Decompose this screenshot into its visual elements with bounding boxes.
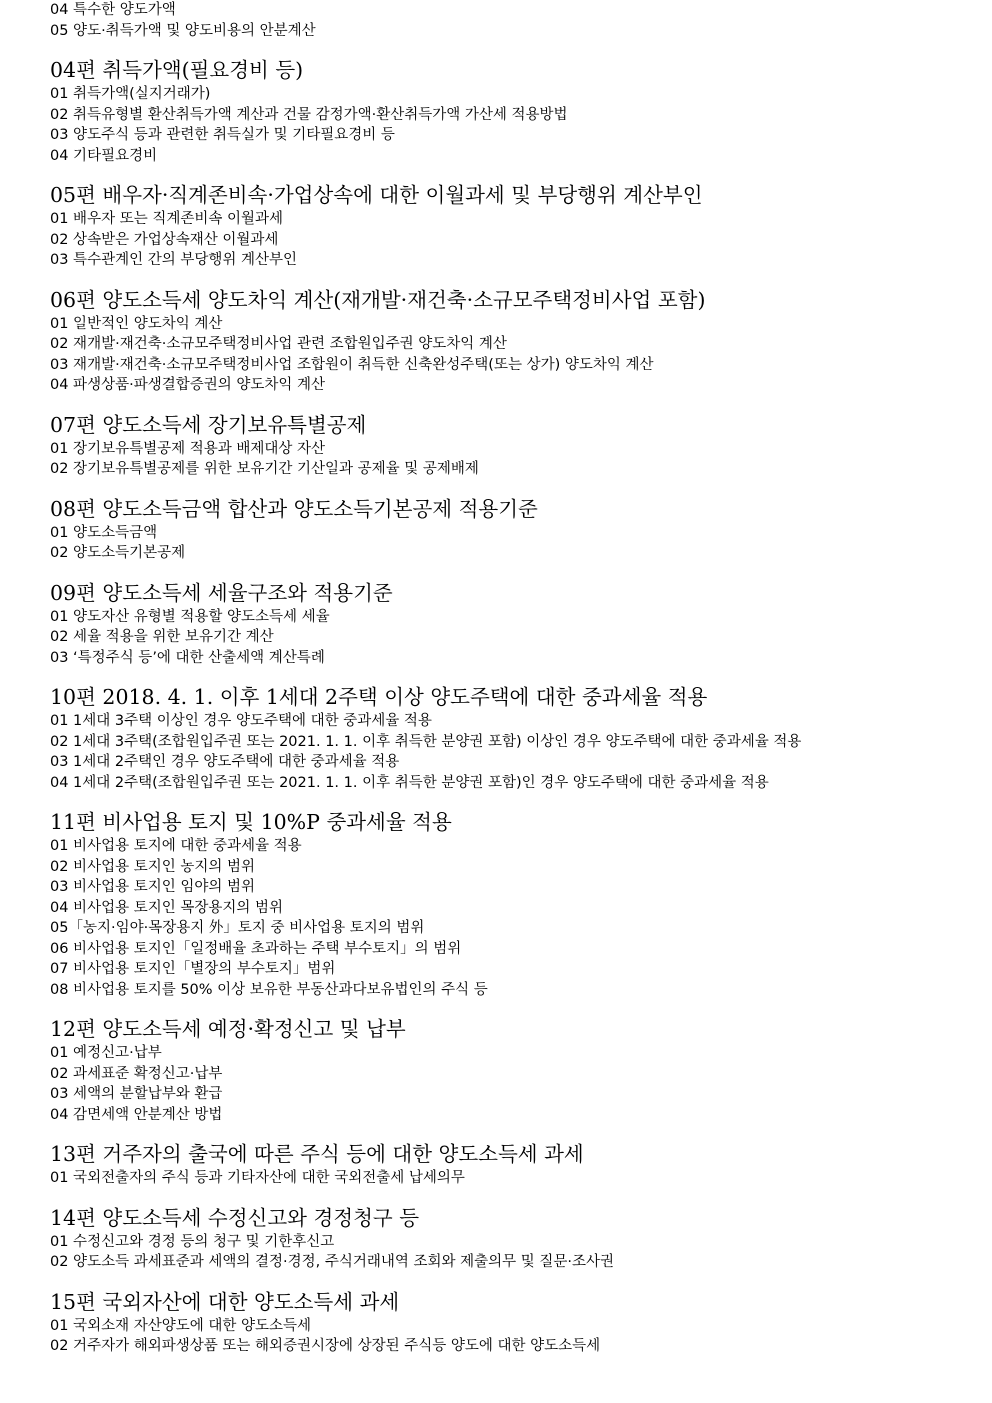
toc-item: 08 비사업용 토지를 50% 이상 보유한 부동산과다보유법인의 주식 등 — [50, 981, 488, 998]
section-title: 09편 양도소득세 세율구조와 적용기준 — [50, 580, 393, 605]
section-05 — [50, 182, 970, 271]
section-11 — [50, 809, 970, 1000]
toc-item: 02 거주자가 해외파생상품 또는 해외증권시장에 상장된 주식등 양도에 대한 양도소득세 — [50, 1338, 601, 1354]
toc-item: 01 국외소재 자산양도에 대한 양도소득세 — [50, 1317, 311, 1334]
section-title: 08편 양도소득금액 합산과 양도소득기본공제 적용기준 — [50, 496, 538, 521]
section-title: 07편 양도소득세 장기보유특별공제 — [50, 412, 367, 437]
toc-item: 02 상속받은 가업상속재산 이월과세 — [50, 231, 279, 248]
toc-item: 02 취득유형별 환산취득가액 계산과 건물 감정가액·환산취득가액 가산세 적용방법 — [50, 106, 568, 123]
toc-item: 01 수정신고와 경정 등의 청구 및 기한후신고 — [50, 1233, 335, 1250]
toc-item: 07 비사업용 토지인「별장의 부수토지」범위 — [50, 961, 336, 977]
toc-item: 01 취득가액(실지거래가) — [50, 86, 211, 102]
toc-item: 05「농지·임야·목장용지 外」토지 중 비사업용 토지의 범위 — [50, 920, 425, 936]
toc-item: 04 감면세액 안분계산 방법 — [50, 1106, 223, 1123]
toc-item: 01 비사업용 토지에 대한 중과세율 적용 — [50, 838, 302, 854]
section-09 — [50, 580, 970, 669]
toc-item: 02 장기보유특별공제를 위한 보유기간 기산일과 공제율 및 공제배제 — [50, 461, 479, 477]
toc-item: 01 국외전출자의 주식 등과 기타자산에 대한 국외전출세 납세의무 — [50, 1170, 465, 1186]
toc-item: 03 세액의 분할납부와 환급 — [50, 1086, 223, 1102]
toc-item: 01 장기보유특별공제 적용과 배제대상 자산 — [50, 440, 326, 457]
section-13 — [50, 1141, 970, 1189]
section-10 — [50, 684, 970, 793]
toc-item: 04 특수한 양도가액 — [50, 2, 176, 18]
toc-item: 02 과세표준 확정신고·납부 — [50, 1065, 223, 1082]
toc-item: 02 1세대 3주택(조합원입주권 또는 2021. 1. 1. 이후 취득한 분양권 포함) 이상인 경우 양도주택에 대한 중과세율 적용 — [50, 733, 802, 750]
section-title: 13편 거주자의 출국에 따른 주식 등에 대한 양도소득세 과세 — [50, 1142, 584, 1166]
toc-item: 05 양도·취득가액 및 양도비용의 안분계산 — [50, 22, 316, 39]
section-title: 11편 비사업용 토지 및 10%P 중과세율 적용 — [50, 810, 452, 834]
toc-item: 01 예정신고·납부 — [50, 1045, 162, 1061]
toc-page — [50, 0, 970, 1357]
toc-item: 02 양도소득 과세표준과 세액의 결정·경정, 주식거래내역 조회와 제출의무 및 질문·조사권 — [50, 1254, 615, 1270]
toc-item: 04 기타필요경비 — [50, 147, 158, 164]
section-07 — [50, 412, 970, 480]
toc-item: 03 특수관계인 간의 부당행위 계산부인 — [50, 252, 297, 268]
toc-item: 02 비사업용 토지인 농지의 범위 — [50, 858, 255, 875]
toc-item: 03 재개발·재건축·소규모주택정비사업 조합원이 취득한 신축완성주택(또는 상가) 양도차익 계산 — [50, 356, 654, 373]
toc-item: 04 1세대 2주택(조합원입주권 또는 2021. 1. 1. 이후 취득한 분양권 포함)인 경우 양도주택에 대한 중과세율 적용 — [50, 774, 769, 791]
toc-item: 03 양도주식 등과 관련한 취득실가 및 기타필요경비 등 — [50, 127, 395, 143]
section-06 — [50, 287, 970, 396]
section-title: 12편 양도소득세 예정·확정신고 및 납부 — [50, 1017, 406, 1041]
toc-item: 02 세율 적용을 위한 보유기간 계산 — [50, 629, 274, 645]
toc-item: 04 비사업용 토지인 목장용지의 범위 — [50, 899, 283, 916]
top-items — [50, 0, 970, 41]
section-title: 10편 2018. 4. 1. 이후 1세대 2주택 이상 양도주택에 대한 중과세율 적용 — [50, 685, 708, 709]
toc-item: 01 1세대 3주택 이상인 경우 양도주택에 대한 중과세율 적용 — [50, 713, 432, 729]
section-title: 04편 취득가액(필요경비 등) — [50, 58, 304, 82]
toc-item: 06 비사업용 토지인「일정배율 초과하는 주택 부수토지」의 범위 — [50, 940, 462, 957]
toc-item: 01 일반적인 양도차익 계산 — [50, 315, 223, 332]
toc-item: 03 비사업용 토지인 임야의 범위 — [50, 879, 255, 895]
section-04 — [50, 57, 970, 166]
section-15 — [50, 1289, 970, 1357]
toc-item: 02 재개발·재건축·소규모주택정비사업 관련 조합원입주권 양도차익 계산 — [50, 336, 507, 352]
toc-item: 01 양도자산 유형별 적용할 양도소득세 세율 — [50, 608, 330, 625]
toc-item: 03 1세대 2주택인 경우 양도주택에 대한 중과세율 적용 — [50, 754, 400, 770]
section-14 — [50, 1205, 970, 1273]
section-12 — [50, 1016, 970, 1125]
section-title: 05편 배우자·직계존비속·가업상속에 대한 이월과세 및 부당행위 계산부인 — [50, 183, 703, 207]
toc-item: 04 파생상품·파생결합증권의 양도차익 계산 — [50, 377, 326, 393]
section-title: 15편 국외자산에 대한 양도소득세 과세 — [50, 1289, 400, 1314]
section-title: 14편 양도소득세 수정신고와 경정청구 등 — [50, 1205, 419, 1230]
section-title: 06편 양도소득세 양도차익 계산(재개발·재건축·소규모주택정비사업 포함) — [50, 287, 706, 312]
section-08 — [50, 496, 970, 564]
toc-item: 01 양도소득금액 — [50, 524, 158, 541]
toc-item: 01 배우자 또는 직계존비속 이월과세 — [50, 211, 283, 227]
toc-item: 03 ‘특정주식 등’에 대한 산출세액 계산특례 — [50, 649, 325, 666]
toc-item: 02 양도소득기본공제 — [50, 545, 186, 561]
